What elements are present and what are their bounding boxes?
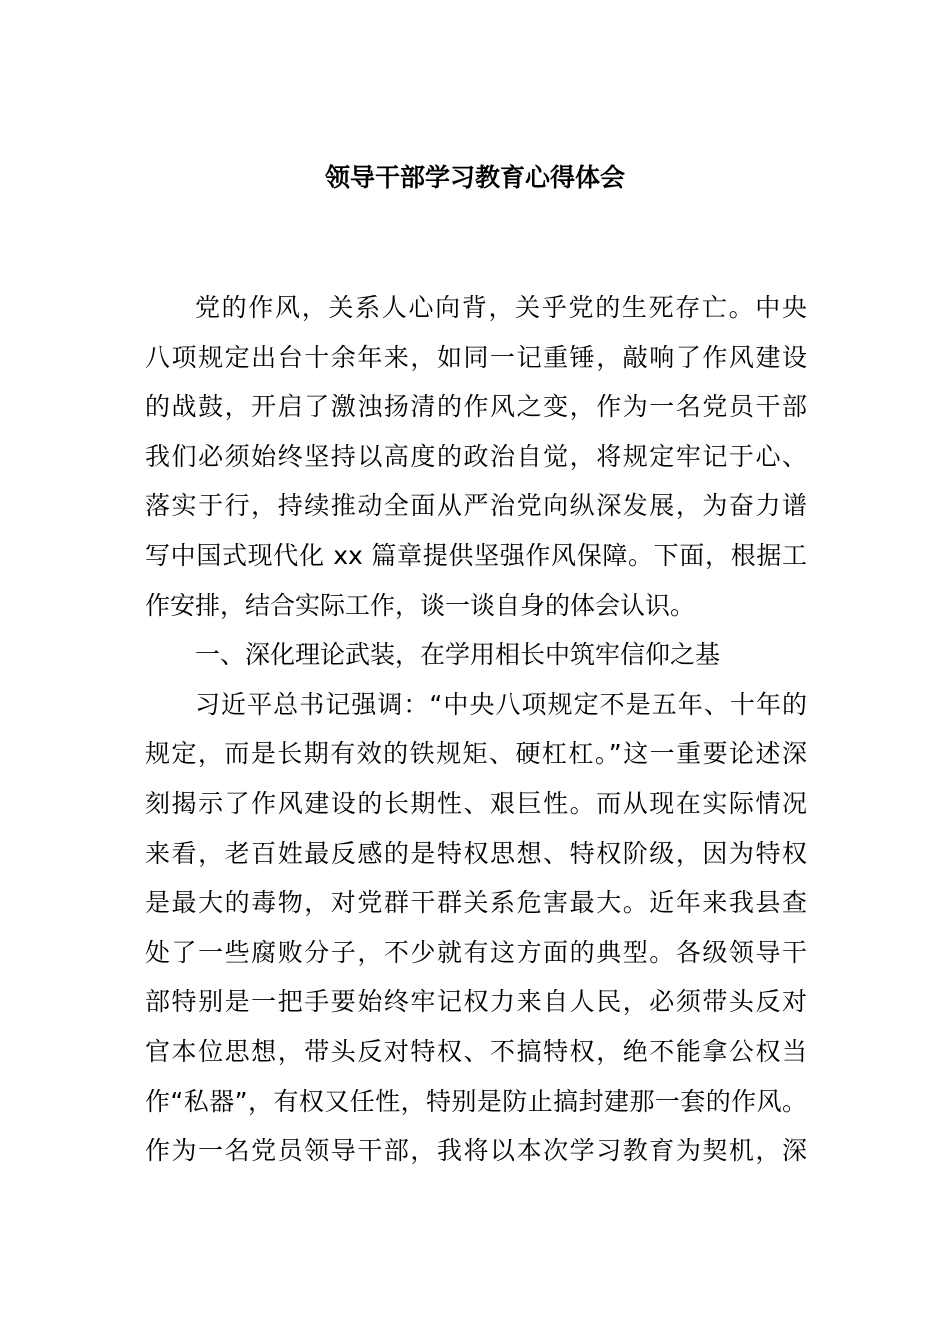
text-line: 处了一些腐败分子，不少就有这方面的典型。各级领导干 [145, 937, 807, 967]
text-line: 部特别是一把手要始终牢记权力来自人民，必须带头反对 [145, 987, 807, 1017]
text-line: 我们必须始终坚持以高度的政治自觉，将规定牢记于心、 [145, 441, 807, 471]
document-body [145, 283, 807, 1176]
text-line: 来看，老百姓最反感的是特权思想、特权阶级，因为特权 [145, 838, 807, 868]
text-line: 八项规定出台十余年来，如同一记重锤，敲响了作风建设 [145, 342, 807, 372]
text-line: 的战鼓，开启了激浊扬清的作风之变，作为一名党员干部 [145, 392, 807, 422]
document-title: 领导干部学习教育心得体会 [324, 163, 625, 192]
text-line: 官本位思想，带头反对特权、不搞特权，绝不能拿公权当 [145, 1036, 807, 1066]
text-line: 刻揭示了作风建设的长期性、艰巨性。而从现在实际情况 [145, 788, 807, 818]
text-line: 党的作风，关系人心向背，关乎党的生死存亡。中央 [195, 293, 807, 322]
text-line: 规定，而是长期有效的铁规矩、硬杠杠。”这一重要论述深 [145, 739, 807, 769]
text-line: 写中国式现代化 xx 篇章提供坚强作风保障。下面，根据工 [145, 540, 807, 570]
text-line: 是最大的毒物，对党群干群关系危害最大。近年来我县查 [145, 888, 807, 918]
text-line: 作“私器”，有权又任性，特别是防止搞封建那一套的作风。 [145, 1086, 807, 1116]
text-line: 习近平总书记强调：“中央八项规定不是五年、十年的 [195, 689, 807, 719]
text-line: 作为一名党员领导干部，我将以本次学习教育为契机，深 [145, 1136, 807, 1166]
text-line: 一、深化理论武装，在学用相长中筑牢信仰之基 [195, 640, 721, 670]
text-line: 作安排，结合实际工作，谈一谈自身的体会认识。 [145, 590, 696, 620]
text-line: 落实于行，持续推动全面从严治党向纵深发展，为奋力谱 [145, 491, 807, 521]
